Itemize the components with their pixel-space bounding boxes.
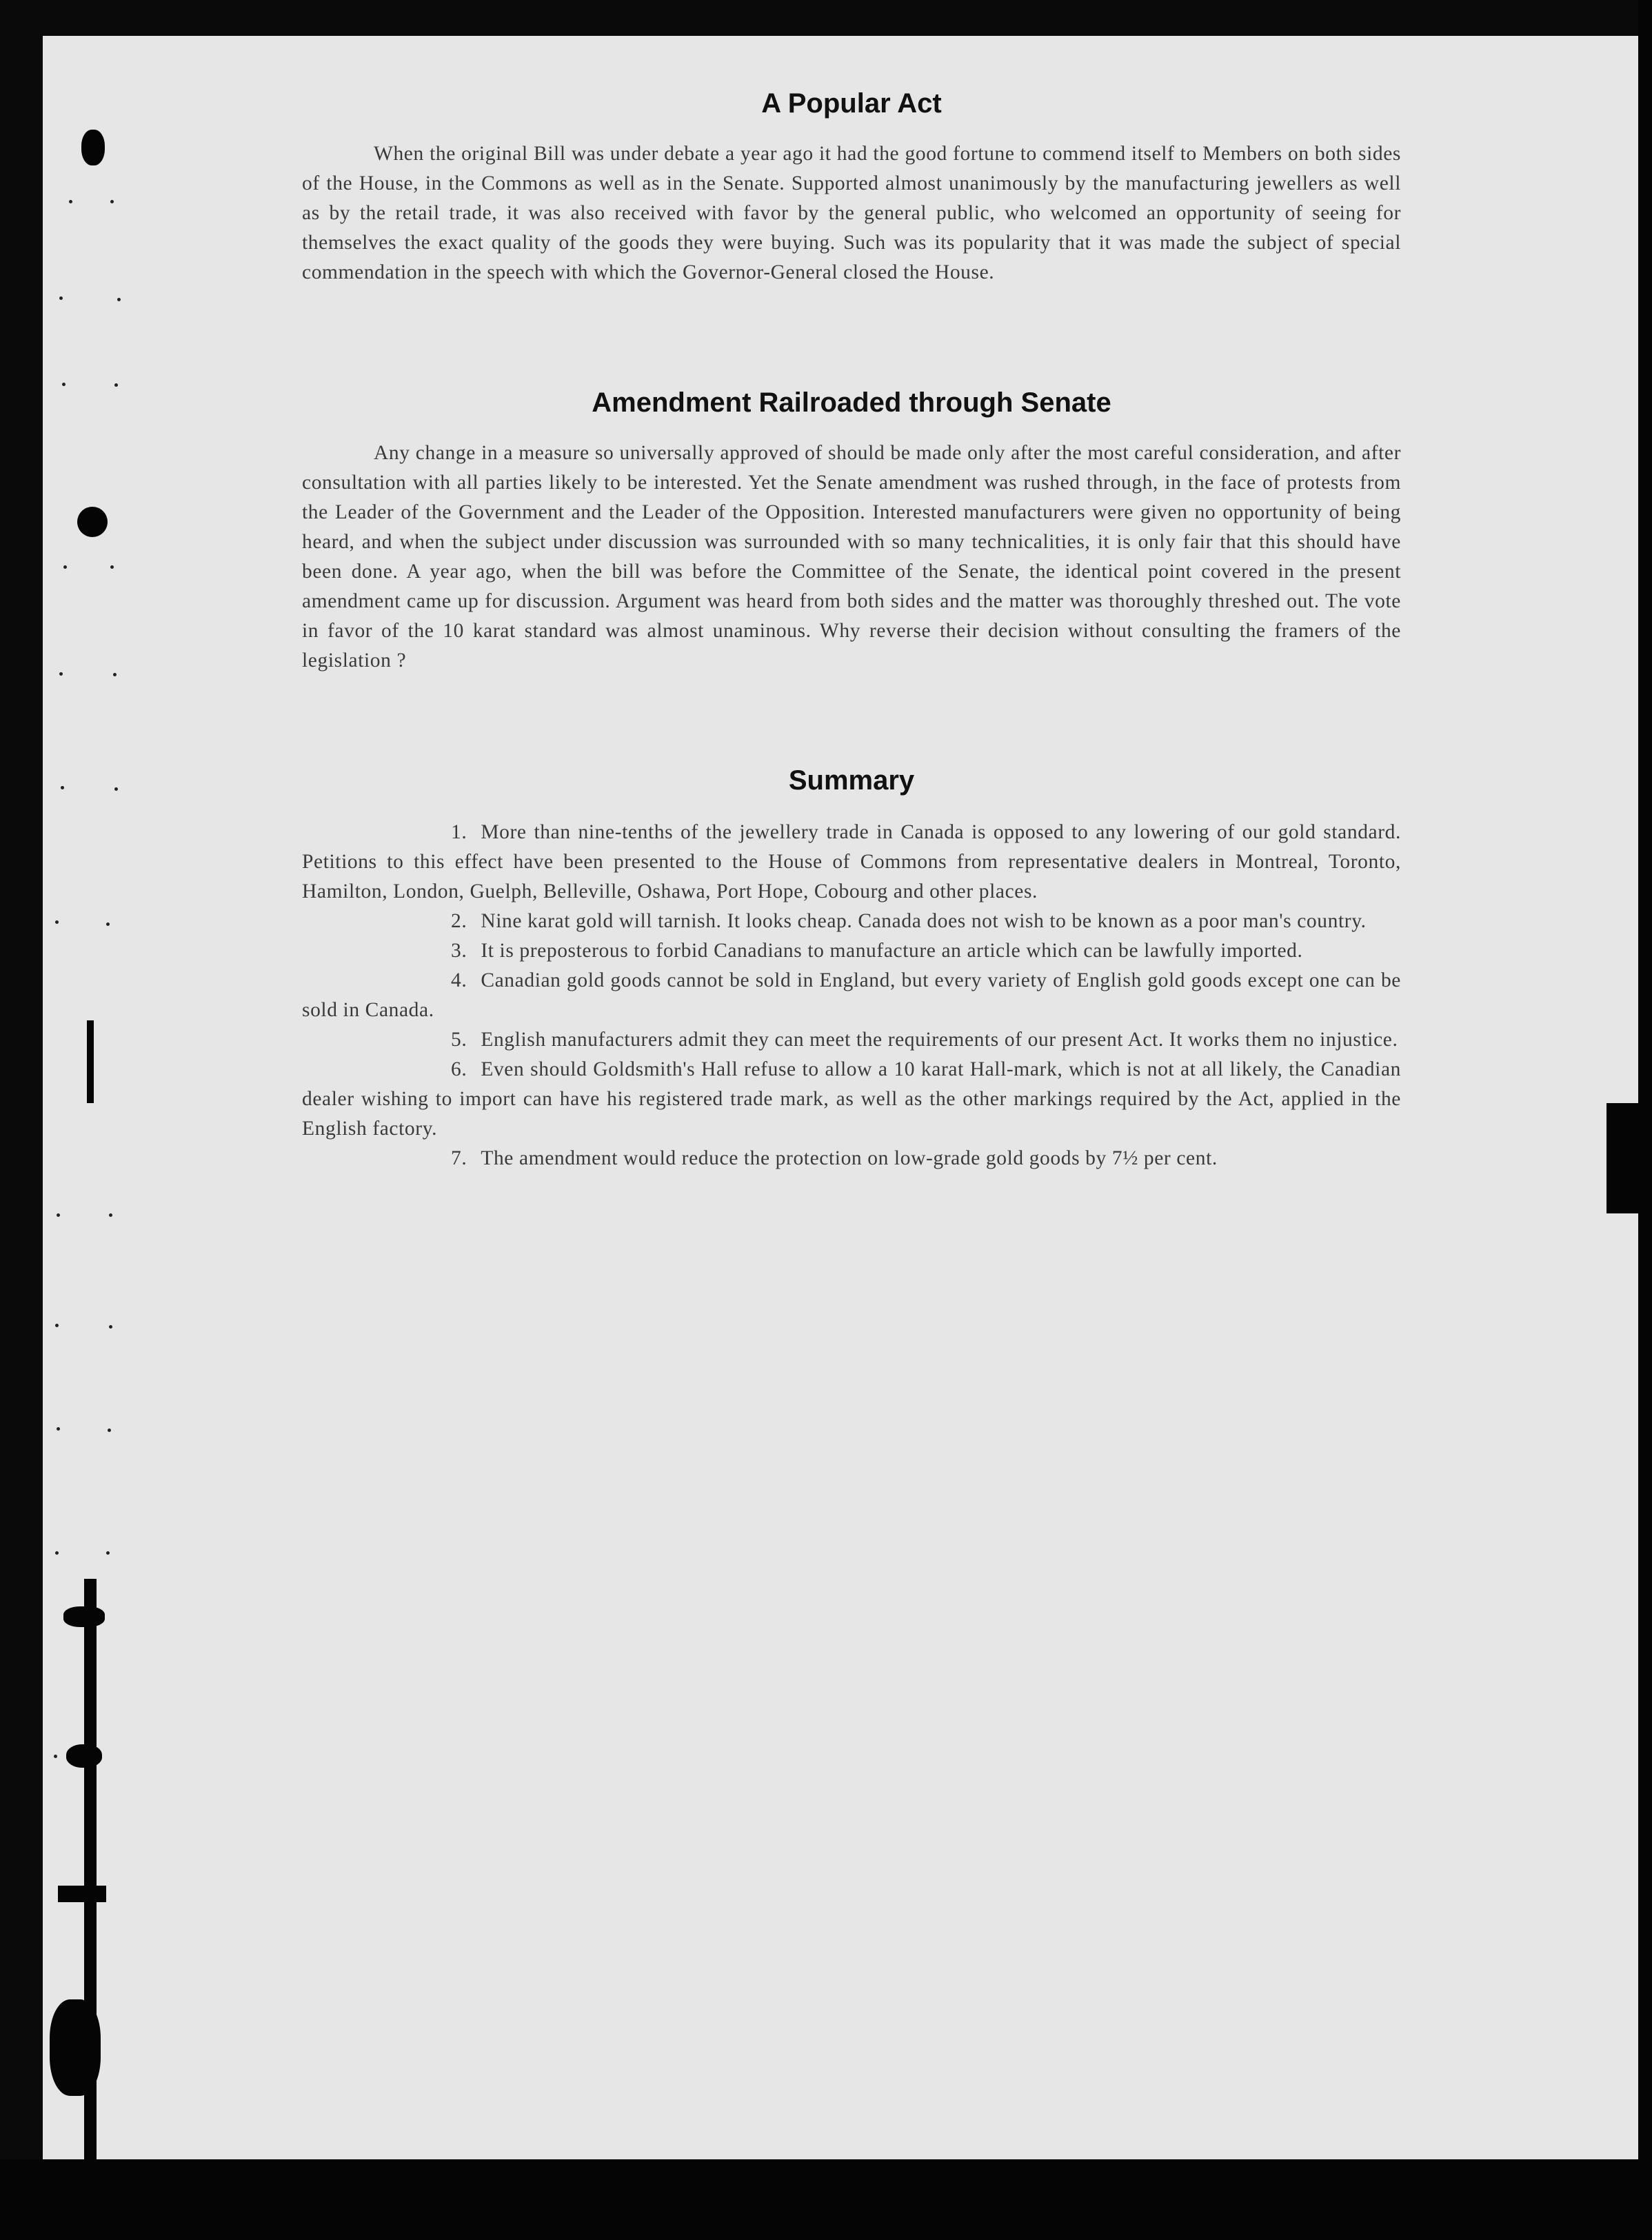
section-heading: A Popular Act <box>761 88 942 119</box>
binding-mark <box>77 507 108 537</box>
margin-dot <box>61 786 64 789</box>
margin-dot <box>57 1427 60 1431</box>
scan-bottom-edge <box>0 2159 1652 2240</box>
margin-dot <box>117 298 121 301</box>
item-number: 7. <box>451 1147 467 1169</box>
item-text: English manufacturers admit they can meet the requirements of our present Act. It works them no injustice. <box>481 1029 1398 1051</box>
item-number: 4. <box>451 969 467 991</box>
binding-mark <box>81 130 105 165</box>
margin-dot <box>57 1213 60 1217</box>
binding-mark <box>50 1999 101 2096</box>
item-text: Nine karat gold will tarnish. It looks cheap. Canada does not wish to be known as a poor man's country. <box>481 910 1367 932</box>
paragraph: When the original Bill was under debate a year ago it had the good fortune to commend itself to Members on both sides of the House, in the Commons as well as in the Senate. Supported almost unanimously by the manufacturing jewellers as well as by the retail trade, it was also received with favor by the general public, who welcomed an opportunity of seeing for themselves the exact quality of the goods they were buying. Such was its popularity that it was made the subject of special commendation in the speech with which the Governor-General closed the House. <box>302 143 1401 283</box>
list-item <box>302 907 1401 936</box>
margin-dot <box>114 787 118 791</box>
item-number: 3. <box>451 940 467 962</box>
list-item <box>302 818 1401 907</box>
margin-dot <box>55 1551 59 1555</box>
section-heading: Summary <box>788 765 915 796</box>
section-body <box>302 438 1401 676</box>
binding-mark <box>87 1020 94 1103</box>
margin-dot <box>55 1324 59 1327</box>
scan-right-notch <box>1606 1103 1652 1213</box>
margin-dot <box>69 200 72 203</box>
summary-list <box>302 818 1401 1173</box>
margin-dot <box>110 200 114 203</box>
margin-dot <box>54 1755 57 1758</box>
margin-dot <box>59 672 63 676</box>
paragraph: Any change in a measure so universally approved of should be made only after the most careful consideration, and after consultation with all parties likely to be interested. Yet the Senate amendment was rushed through, in the face of protests from the Leader of the Government and the Leader of the Opposition. Interested manufacturers were given no opportunity of being heard, and when the subject under discussion was surrounded with so many technicalities, it is only fair that this should have been done. A year ago, when the bill was before the Committee of the Senate, the identical point covered in the present amendment came up for discussion. Argument was heard from both sides and the matter was thoroughly threshed out. The vote in favor of the 10 karat standard was almost unaminous. Why reverse their decision without consulting the framers of the legislation ? <box>302 442 1401 672</box>
item-number: 2. <box>451 910 467 932</box>
list-item <box>302 1144 1401 1173</box>
list-item <box>302 936 1401 966</box>
item-text: Even should Goldsmith's Hall refuse to allow a 10 karat Hall-mark, which is not at all likely, the Canadian dealer wishing to import can have his registered trade mark, as well as the other markings required by the Act, applied in the English factory. <box>302 1058 1401 1140</box>
list-item <box>302 1025 1401 1055</box>
margin-dot <box>106 1551 110 1555</box>
item-number: 6. <box>451 1058 467 1080</box>
item-text: Canadian gold goods cannot be sold in England, but every variety of English gold goods except one can be sold in Canada. <box>302 969 1401 1021</box>
margin-dot <box>55 920 59 924</box>
list-item <box>302 1055 1401 1144</box>
item-number: 5. <box>451 1029 467 1051</box>
item-text: More than nine-tenths of the jewellery trade in Canada is opposed to any lowering of our gold standard. Petitions to this effect have been presented to the House of Commons from representative dealers in Montreal, Toronto, Hamilton, London, Guelph, Belleville, Oshawa, Port Hope, Cobourg and other places. <box>302 821 1401 902</box>
margin-dot <box>109 1213 112 1217</box>
section-heading: Amendment Railroaded through Senate <box>592 387 1111 418</box>
item-number: 1. <box>451 821 467 843</box>
margin-dot <box>62 383 66 386</box>
margin-dot <box>106 922 110 926</box>
item-text: It is preposterous to forbid Canadians to manufacture an article which can be lawfully imported. <box>481 940 1303 962</box>
section-body <box>302 139 1401 287</box>
binding-mark <box>66 1744 102 1768</box>
binding-mark <box>58 1886 106 1902</box>
margin-dot <box>63 565 67 569</box>
margin-dot <box>108 1429 111 1432</box>
margin-dot <box>110 565 114 569</box>
margin-dot <box>114 383 118 387</box>
margin-dot <box>113 673 117 676</box>
margin-dot <box>109 1325 112 1329</box>
binding-mark <box>63 1606 105 1627</box>
item-text: The amendment would reduce the protection on low-grade gold goods by 7½ per cent. <box>481 1147 1218 1169</box>
list-item <box>302 966 1401 1025</box>
margin-dot <box>59 296 63 300</box>
